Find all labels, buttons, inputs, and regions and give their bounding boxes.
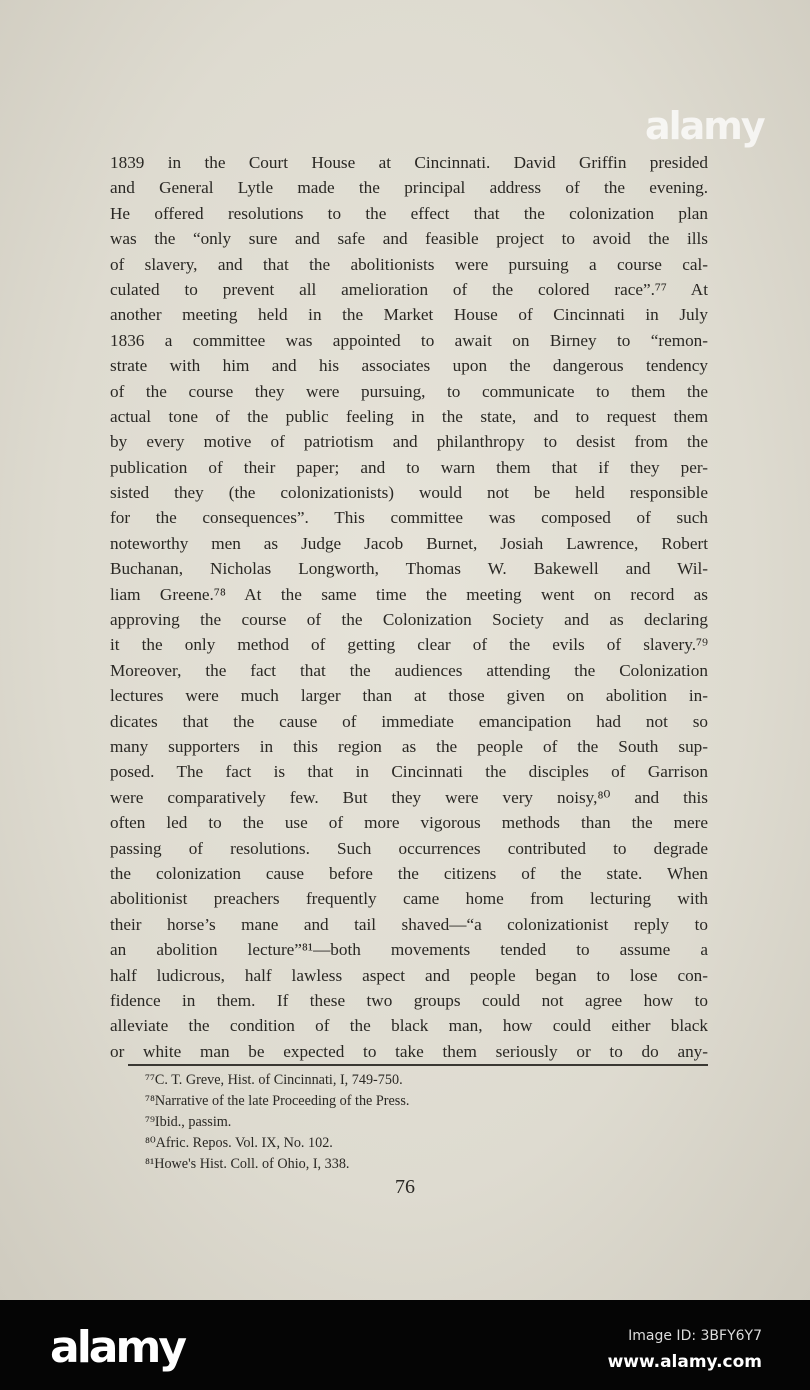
text-line xyxy=(110,277,708,302)
text-line xyxy=(110,379,708,404)
footnote-divider xyxy=(128,1064,708,1066)
text-line-content: Buchanan, Nicholas Longworth, Thomas W. Bakewell and Wil- xyxy=(110,559,708,579)
text-line xyxy=(110,455,708,480)
text-line xyxy=(110,734,708,759)
text-line-content: the colonization cause before the citizens of the state. When xyxy=(110,863,708,883)
text-line xyxy=(110,886,708,911)
text-line xyxy=(110,963,708,988)
stock-footer-bar xyxy=(0,1300,810,1390)
text-line xyxy=(110,810,708,835)
text-line xyxy=(110,912,708,937)
text-line xyxy=(110,556,708,581)
text-line-content: half ludicrous, half lawless aspect and people began to lose con- xyxy=(110,965,708,985)
image-id-label: Image ID: 3BFY6Y7 xyxy=(628,1328,762,1344)
text-line xyxy=(110,658,708,683)
site-url: www.alamy.com xyxy=(607,1352,762,1372)
text-line xyxy=(110,328,708,353)
text-line-content: 1836 a committee was appointed to await on Birney to “remon- xyxy=(110,330,708,350)
body-text xyxy=(110,150,708,1064)
text-line-content: of slavery, and that the abolitionists were pursuing a course cal- xyxy=(110,254,708,274)
text-line xyxy=(110,201,708,226)
text-line xyxy=(110,429,708,454)
text-line xyxy=(110,861,708,886)
text-line xyxy=(110,353,708,378)
text-line-content: abolitionist preachers frequently came home from lecturing with xyxy=(110,889,708,909)
text-line-content: liam Greene.⁷⁸ At the same time the meeting went on record as xyxy=(110,584,708,604)
text-line xyxy=(110,582,708,607)
text-line xyxy=(110,937,708,962)
text-line-content: 1839 in the Court House at Cincinnati. David Griffin presided xyxy=(110,153,708,172)
text-line-content: passing of resolutions. Such occurrences contributed to degrade xyxy=(110,838,708,858)
text-line-content: fidence in them. If these two groups could not agree how to xyxy=(110,990,708,1010)
footnote: ⁷⁷C. T. Greve, Hist. of Cincinnati, I, 749-750. xyxy=(145,1072,403,1088)
text-line xyxy=(110,607,708,632)
text-line-content: another meeting held in the Market House of Cincinnati in July xyxy=(110,305,708,325)
text-line xyxy=(110,683,708,708)
text-line xyxy=(110,1013,708,1038)
text-line-content: lectures were much larger than at those given on abolition in- xyxy=(110,686,708,706)
text-line-content: sisted they (the colonizationists) would not be held responsible xyxy=(110,483,708,503)
text-line xyxy=(110,505,708,530)
text-line xyxy=(110,836,708,861)
text-line-content: strate with him and his associates upon the dangerous tendency xyxy=(110,356,708,376)
text-line-content: alleviate the condition of the black man, how could either black xyxy=(110,1016,708,1036)
text-line-content: by every motive of patriotism and philanthropy to desist from the xyxy=(110,432,708,452)
text-line-content: for the consequences”. This committee was composed of such xyxy=(110,508,708,528)
text-line xyxy=(110,785,708,810)
text-line-content: noteworthy men as Judge Jacob Burnet, Josiah Lawrence, Robert xyxy=(110,533,708,553)
text-line-content: many supporters in this region as the people of the South sup- xyxy=(110,736,708,756)
text-line xyxy=(110,709,708,734)
text-line-content: actual tone of the public feeling in the state, and to request them xyxy=(110,406,708,426)
text-line-content: of the course they were pursuing, to communicate to them the xyxy=(110,381,708,401)
text-line xyxy=(110,1039,708,1064)
text-line xyxy=(110,150,708,175)
text-line-content: Moreover, the fact that the audiences attending the Colonization xyxy=(110,660,708,680)
text-line-content: an abolition lecture”⁸¹—both movements tended to assume a xyxy=(110,940,708,960)
footnote: ⁷⁸Narrative of the late Proceeding of the Press. xyxy=(145,1093,410,1109)
text-line-content: often led to the use of more vigorous methods than the mere xyxy=(110,813,708,833)
page-number: 76 xyxy=(395,1176,415,1198)
footnotes xyxy=(145,1070,595,1175)
text-line xyxy=(110,302,708,327)
footnote: ⁸⁰Afric. Repos. Vol. IX, No. 102. xyxy=(145,1135,333,1151)
text-line xyxy=(110,988,708,1013)
text-line-content: publication of their paper; and to warn them that if they per- xyxy=(110,457,708,477)
footer-logo: alamy xyxy=(50,1322,184,1373)
text-line xyxy=(110,531,708,556)
text-line-content: dicates that the cause of immediate emancipation had not so xyxy=(110,711,708,731)
text-line xyxy=(110,480,708,505)
text-line-content: posed. The fact is that in Cincinnati the disciples of Garrison xyxy=(110,762,708,782)
text-line xyxy=(110,759,708,784)
text-line xyxy=(110,175,708,200)
text-line-content: their horse’s mane and tail shaved—“a colonizationist reply to xyxy=(110,914,708,934)
text-line xyxy=(110,252,708,277)
text-line-content: were comparatively few. But they were very noisy,⁸⁰ and this xyxy=(110,787,708,807)
text-line-content: was the “only sure and safe and feasible project to avoid the ills xyxy=(110,229,708,249)
footnote: ⁸¹Howe's Hist. Coll. of Ohio, I, 338. xyxy=(145,1156,350,1172)
text-line-content: and General Lytle made the principal address of the evening. xyxy=(110,178,708,198)
text-line-content: culated to prevent all amelioration of the colored race”.⁷⁷ At xyxy=(110,279,708,299)
text-line-content: He offered resolutions to the effect that the colonization plan xyxy=(110,203,708,223)
footnote: ⁷⁹Ibid., passim. xyxy=(145,1114,232,1130)
text-line-content: approving the course of the Colonization Society and as declaring xyxy=(110,610,708,630)
text-line xyxy=(110,632,708,657)
text-line xyxy=(110,226,708,251)
text-line-content: it the only method of getting clear of the evils of slavery.⁷⁹ xyxy=(110,635,708,655)
text-line-content: or white man be expected to take them seriously or to do any- xyxy=(110,1041,708,1061)
text-line xyxy=(110,404,708,429)
watermark-logo: alamy xyxy=(645,104,764,148)
